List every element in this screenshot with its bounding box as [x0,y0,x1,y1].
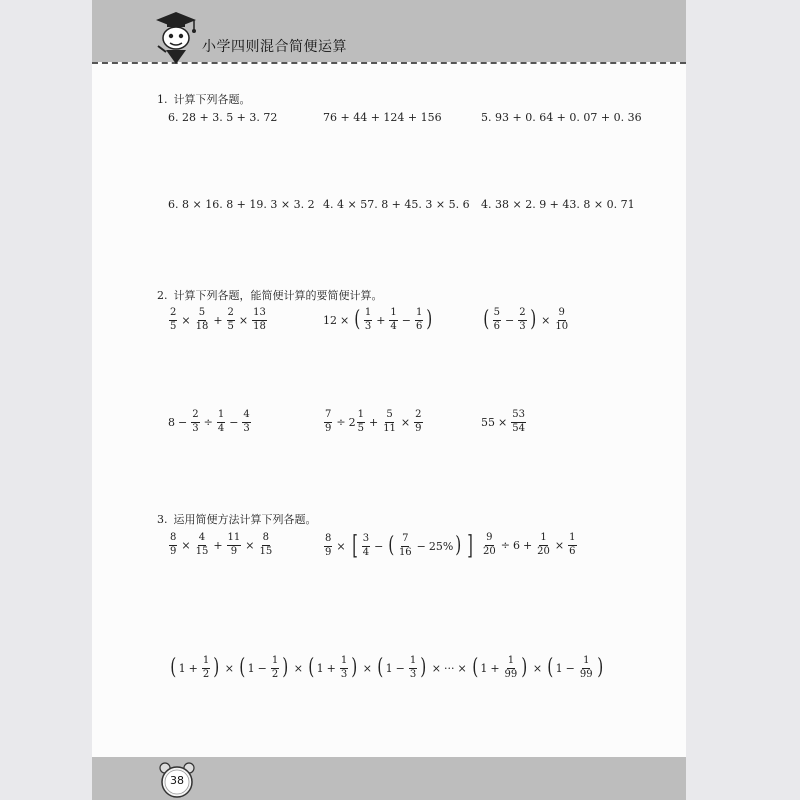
fraction: $\frac{2}{9}$ [415,409,422,434]
fraction: $\frac{9}{20}$ [483,532,496,557]
problem-2-6: 55 × $\frac{53}{54}$ [481,409,525,434]
problem-3-1: $\frac{8}{9}$ × $\frac{4}{15}$ + $\frac{11}{9}$ × $\frac{8}{15}$ [170,532,273,557]
fraction: $\frac{4}{15}$ [195,532,209,557]
section-number: 1. [157,93,168,106]
fraction: $\frac{1}{3}$ [364,307,372,332]
fraction: $\frac{2}{3}$ [192,409,199,434]
section-number: 2. [157,289,168,302]
fraction: $\frac{5}{6}$ [493,307,500,332]
fraction: $\frac{1}{20}$ [537,532,550,557]
fraction: $\frac{1}{6}$ [569,532,576,557]
section-2-heading [157,287,383,303]
problem-1-3: 5. 93 + 0. 64 + 0. 07 + 0. 36 [481,111,642,124]
fraction: $\frac{2}{3}$ [519,307,526,332]
section-number: 3. [157,513,168,526]
fraction: $\frac{2}{5}$ [227,307,234,332]
fraction: $\frac{8}{9}$ [325,533,332,558]
fraction: $\frac{3}{4}$ [362,533,370,558]
problem-3-2: $\frac{8}{9}$ × [ $\frac{3}{4}$ − ( $\frac{7}{16}$ − 25% ) ] [325,531,473,561]
problem-1-2: 76 + 44 + 124 + 156 [323,111,442,124]
page-title: 小学四则混合简便运算 [202,39,347,55]
problem-2-5: $\frac{7}{9}$ ÷ 2 $\frac{1}{5}$ + $\frac{5}{11}$ × $\frac{2}{9}$ [325,409,422,434]
problem-2-3: ( $\frac{5}{6}$ − $\frac{2}{3}$ ) × $\frac{9}{10}$ [483,307,569,332]
fraction: $\frac{8}{15}$ [259,532,273,557]
section-3-heading [157,511,317,527]
fraction: $\frac{2}{5}$ [170,307,177,332]
fraction: $\frac{1}{2}$ [271,655,279,680]
fraction: $\frac{1}{99}$ [579,655,593,680]
fraction: $\frac{7}{9}$ [325,409,332,434]
fraction: $\frac{1}{99}$ [504,655,518,680]
problem-2-2: 12 × ( $\frac{1}{3}$ + $\frac{1}{4}$ − $\frac{1}{6}$ ) [323,307,433,332]
mixed-number: 2 $\frac{1}{5}$ [348,409,364,434]
worksheet-page [92,0,686,800]
fraction: $\frac{53}{54}$ [512,409,525,434]
problem-1-1: 6. 28 + 3. 5 + 3. 72 [168,111,278,124]
graduate-mascot-icon [152,6,198,64]
problem-3-4: ( 1 + $\frac{1}{2}$ ) × ( 1 − $\frac{1}{2}$ ) × ( 1 + $\frac{1}{3}$ ) × ( 1 − $\frac{1}{3}$ ) × ··· × ( 1 + $\frac{1}{99}$ ) × ( 1 − $\frac{1}{99}$ ) [170,655,603,680]
fraction: $\frac{7}{16}$ [398,533,412,558]
fraction: $\frac{5}{11}$ [383,409,396,434]
fraction: $\frac{4}{3}$ [243,409,250,434]
section-title: 运用简便方法计算下列各题。 [173,513,317,526]
problem-2-1: $\frac{2}{5}$ × $\frac{5}{18}$ + $\frac{2}{5}$ × $\frac{13}{18}$ [170,307,266,332]
problem-1-5: 4. 4 × 57. 8 + 45. 3 × 5. 6 [323,198,470,211]
fraction: $\frac{1}{4}$ [390,307,397,332]
fraction: $\frac{11}{9}$ [227,532,241,557]
fraction: $\frac{1}{2}$ [202,655,210,680]
problem-1-4: 6. 8 × 16. 8 + 19. 3 × 3. 2 [168,198,315,211]
problem-1-6: 4. 38 × 2. 9 + 43. 8 × 0. 71 [481,198,635,211]
fraction: $\frac{1}{3}$ [340,655,348,680]
problem-2-4: 8 − $\frac{2}{3}$ ÷ $\frac{1}{4}$ − $\frac{4}{3}$ [168,409,250,434]
fraction: $\frac{5}{18}$ [195,307,209,332]
fraction: $\frac{8}{9}$ [170,532,177,557]
fraction: $\frac{1}{6}$ [416,307,423,332]
fraction: $\frac{1}{4}$ [217,409,225,434]
section-title: 计算下列各题。 [173,93,251,106]
fraction: $\frac{9}{10}$ [555,307,569,332]
page-number: 38 [170,774,184,787]
fraction: $\frac{1}{3}$ [409,655,417,680]
section-1-heading [157,91,251,107]
problem-3-3: $\frac{9}{20}$ ÷ 6 + $\frac{1}{20}$ × $\frac{1}{6}$ [483,532,576,557]
section-title: 计算下列各题，能简便计算的要简便计算。 [173,289,383,302]
fraction: $\frac{13}{18}$ [253,307,266,332]
